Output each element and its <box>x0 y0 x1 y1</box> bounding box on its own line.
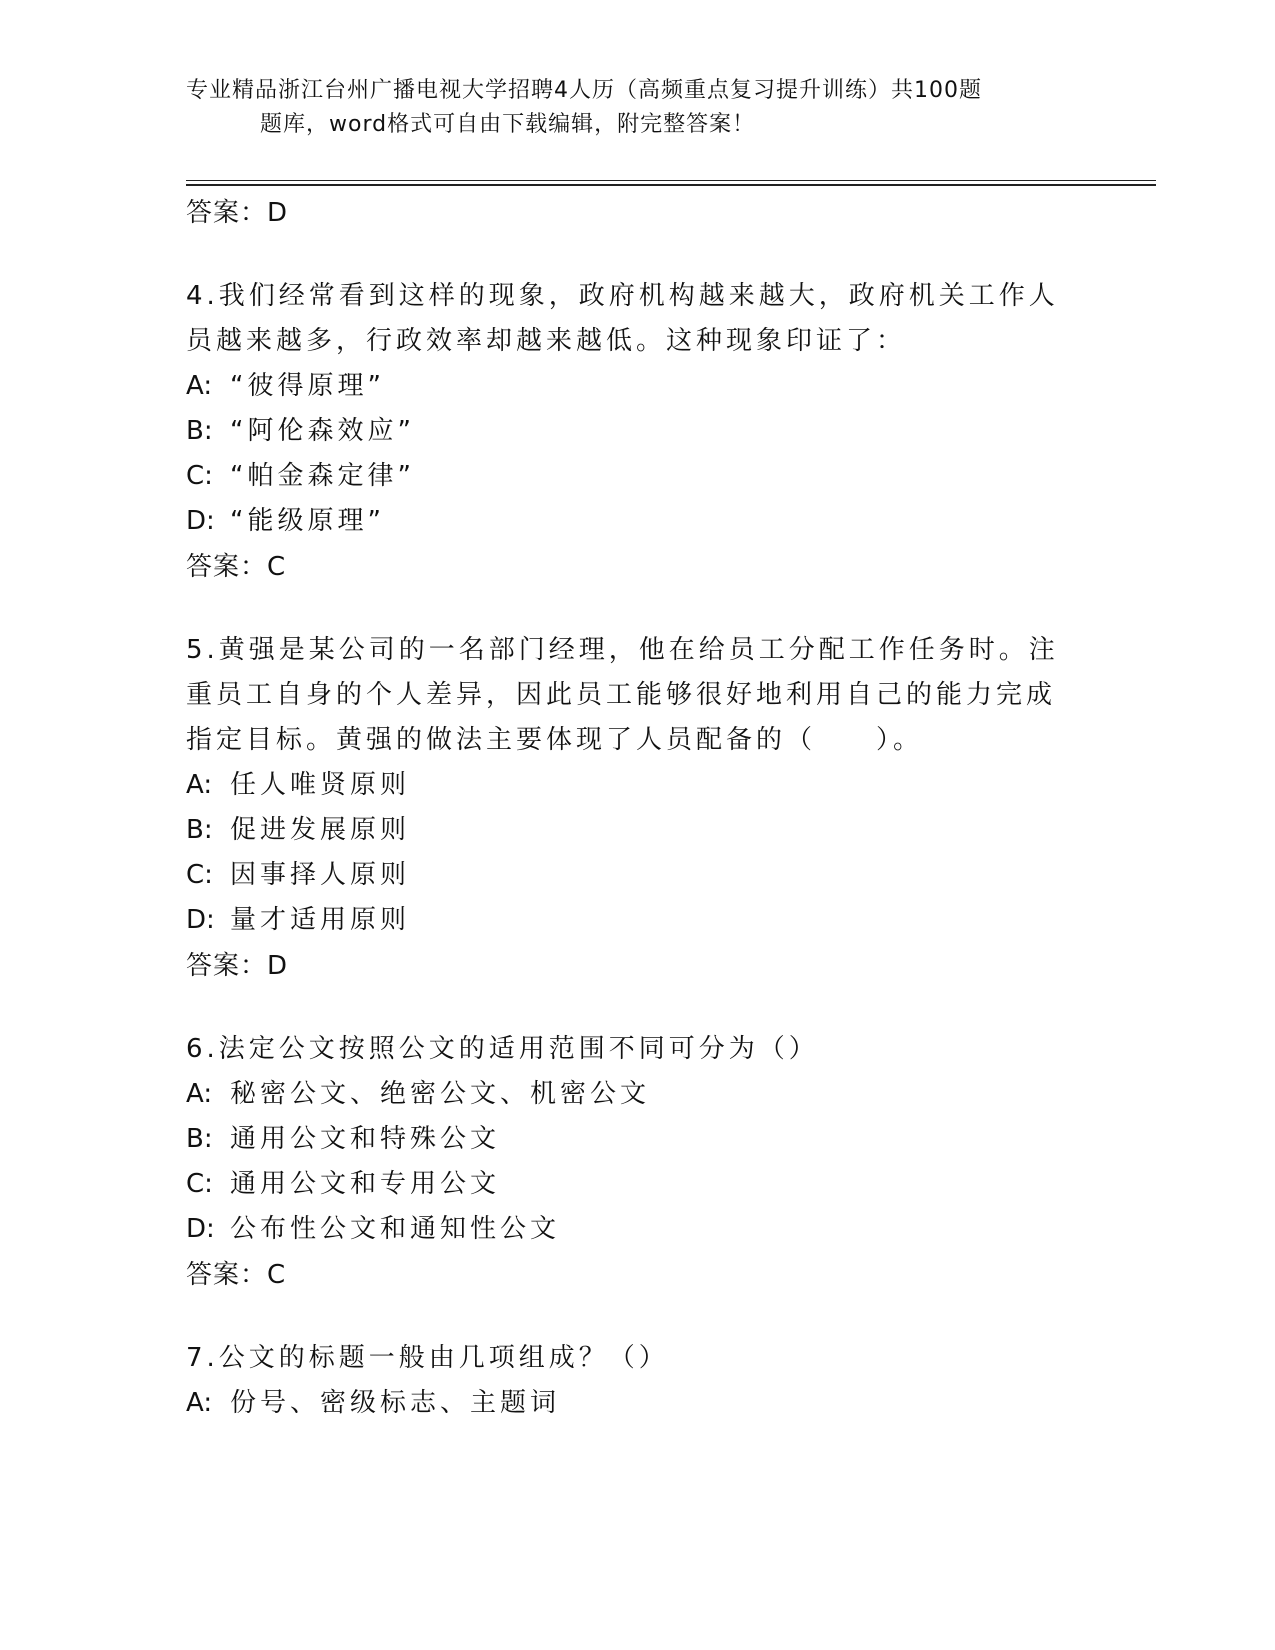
answer-line: 答案：D <box>186 198 289 228</box>
option-key: B: <box>186 815 213 845</box>
question-text: 4.我们经常看到这样的现象，政府机构越来越大，政府机关工作人员越来越多，行政效率却越来越低。这种现象印证了： <box>186 281 1059 356</box>
answer-line: 答案：C <box>186 552 287 582</box>
answer-line: 答案：D <box>186 951 289 981</box>
option-a <box>186 1072 1066 1117</box>
option-key: A: <box>186 770 213 800</box>
option-text: “帕金森定律” <box>230 461 415 491</box>
option-text: “彼得原理” <box>230 371 385 401</box>
option-key: D: <box>186 506 215 536</box>
option-key: D: <box>186 1214 215 1244</box>
option-key: C: <box>186 860 213 890</box>
option-key: A: <box>186 1388 213 1418</box>
question-item <box>186 1027 1066 1298</box>
option-b <box>186 808 1066 853</box>
option-text: “阿伦森效应” <box>230 416 415 446</box>
option-a <box>186 364 1066 409</box>
option-key: C: <box>186 461 213 491</box>
question-text: 5.黄强是某公司的一名部门经理，他在给员工分配工作任务时。注重员工自身的个人差异，因此员工能够很好地利用自己的能力完成指定目标。黄强的做法主要体现了人员配备的（ ）。 <box>186 635 1059 755</box>
option-b <box>186 1117 1066 1162</box>
option-key: B: <box>186 1124 213 1154</box>
option-key: A: <box>186 1079 213 1109</box>
option-key: A: <box>186 371 213 401</box>
option-c <box>186 1162 1066 1207</box>
option-text: “能级原理” <box>230 506 385 536</box>
option-a <box>186 1381 1066 1426</box>
option-b <box>186 409 1066 454</box>
header-divider-thick <box>186 184 1156 186</box>
option-key: B: <box>186 416 213 446</box>
question-item <box>186 628 1066 989</box>
page-header <box>186 74 1066 142</box>
option-text: 因事择人原则 <box>230 860 411 890</box>
option-d <box>186 898 1066 943</box>
question-text: 7.公文的标题一般由几项组成？（） <box>186 1343 669 1373</box>
question-list <box>186 190 1066 1426</box>
option-a <box>186 763 1066 808</box>
option-c <box>186 853 1066 898</box>
option-text: 通用公文和特殊公文 <box>230 1124 501 1154</box>
option-c <box>186 454 1066 499</box>
option-text: 任人唯贤原则 <box>230 770 411 800</box>
option-key: C: <box>186 1169 213 1199</box>
header-title-line1: 专业精品浙江台州广播电视大学招聘4人历（高频重点复习提升训练）共100题 <box>186 78 982 103</box>
question-item <box>186 1336 1066 1426</box>
option-text: 促进发展原则 <box>230 815 411 845</box>
option-text: 通用公文和专用公文 <box>230 1169 501 1199</box>
option-text: 秘密公文、绝密公文、机密公文 <box>230 1079 651 1109</box>
option-d <box>186 499 1066 544</box>
header-title-line2: 题库，word格式可自由下载编辑，附完整答案！ <box>260 112 756 137</box>
question-item <box>186 274 1066 590</box>
option-text: 量才适用原则 <box>230 905 411 935</box>
header-divider-thin <box>186 180 1156 181</box>
option-text: 公布性公文和通知性公文 <box>230 1214 561 1244</box>
option-text: 份号、密级标志、主题词 <box>230 1388 561 1418</box>
question-text: 6.法定公文按照公文的适用范围不同可分为（） <box>186 1034 819 1064</box>
option-key: D: <box>186 905 215 935</box>
answer-line: 答案：C <box>186 1260 287 1290</box>
option-d <box>186 1207 1066 1252</box>
